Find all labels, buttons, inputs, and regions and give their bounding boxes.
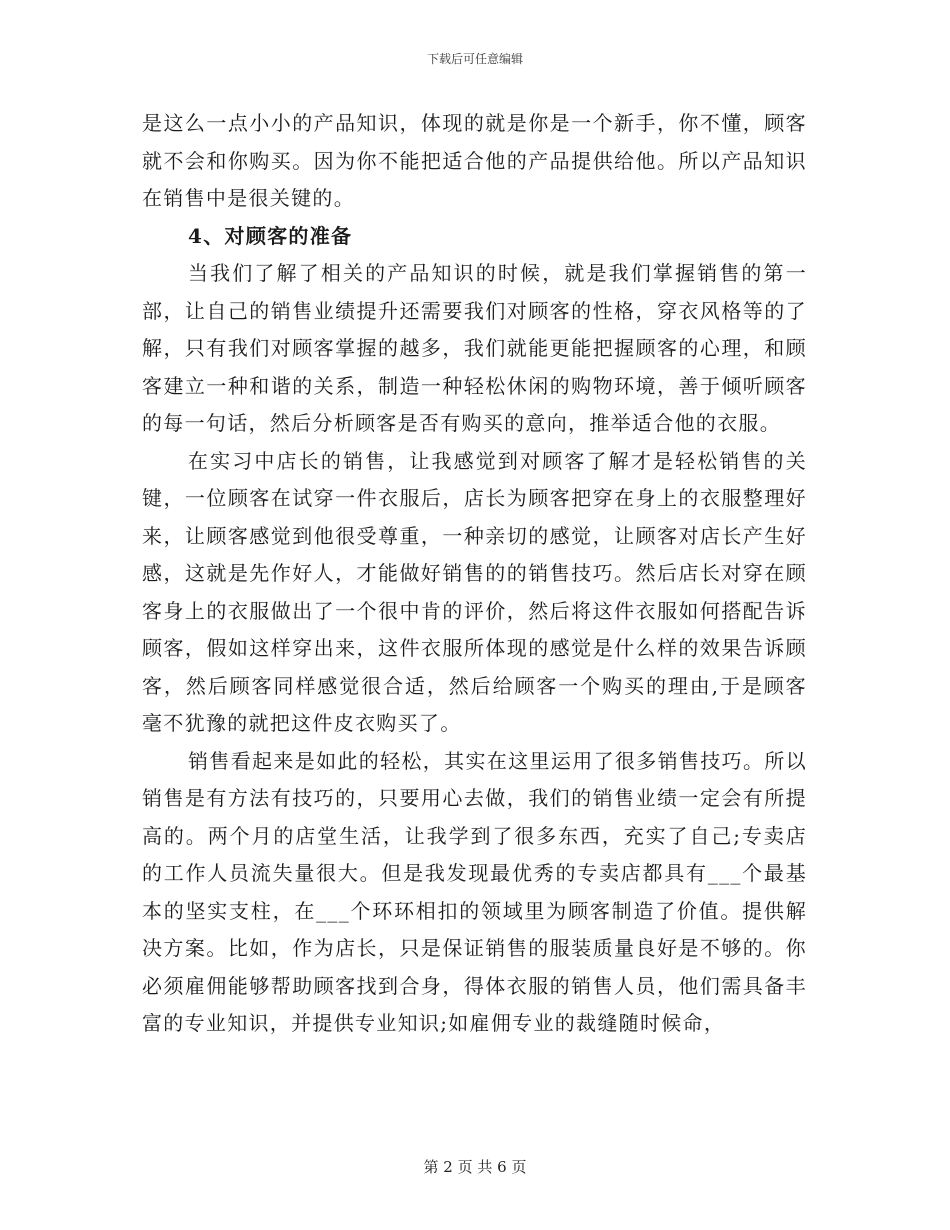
paragraph-store-manager: 在实习中店长的销售，让我感觉到对顾客了解才是轻松销售的关键，一位顾客在试穿一件衣服后，店长为顾客把穿在身上的衣服整理好来，让顾客感觉到他很受尊重，一种亲切的感觉，让顾客对店长产生好感，这就是先作好人，才能做好销售的的销售技巧。然后店长对穿在顾客身上的衣服做出了一个很中肯的评价，然后将这件衣服如何搭配告诉顾客，假如这样穿出来，这件衣服所体现的感觉是什么样的效果告诉顾客，然后顾客同样感觉很合适，然后给顾客一个购买的理由,于是顾客毫不犹豫的就把这件皮衣购买了。 — [142, 448, 807, 735]
paragraph-customer-prep: 当我们了解了相关的产品知识的时候，就是我们掌握销售的第一部，让自己的销售业绩提升还需要我们对顾客的性格，穿衣风格等的了解，只有我们对顾客掌握的越多，我们就能更能把握顾客的心理，和顾客建立一种和谐的关系，制造一种轻松休闲的购物环境，善于倾听顾客的每一句话，然后分析顾客是否有购买的意向，推举适合他的衣服。 — [142, 261, 807, 435]
paragraph-continued: 是这么一点小小的产品知识，体现的就是你是一个新手，你不懂，顾客就不会和你购买。因为你不能把适合他的产品提供给他。所以产品知识在销售中是很关键的。 — [142, 111, 807, 210]
page-header: 下载后可任意编辑 — [426, 52, 523, 66]
paragraph-sales-skills: 销售看起来是如此的轻松，其实在这里运用了很多销售技巧。所以销售是有方法有技巧的，只要用心去做，我们的销售业绩一定会有所提高的。两个月的店堂生活，让我学到了很多东西，充实了自己;专卖店的工作人员流失量很大。但是我发现最优秀的专卖店都具有___个最基本的坚实支柱，在___个环环相扣的领域里为顾客制造了价值。提供解决方案。比如，作为店长，只是保证销售的服装质量良好是不够的。你必须雇佣能够帮助顾客找到合身，得体衣服的销售人员，他们需具备丰富的专业知识，并提供专业知识;如雇佣专业的裁缝随时候命， — [142, 748, 807, 1035]
document-body — [142, 105, 807, 1043]
section-heading: 4、对顾客的准备 — [188, 223, 353, 248]
page-footer: 第 2 页 共 6 页 — [423, 1158, 527, 1176]
